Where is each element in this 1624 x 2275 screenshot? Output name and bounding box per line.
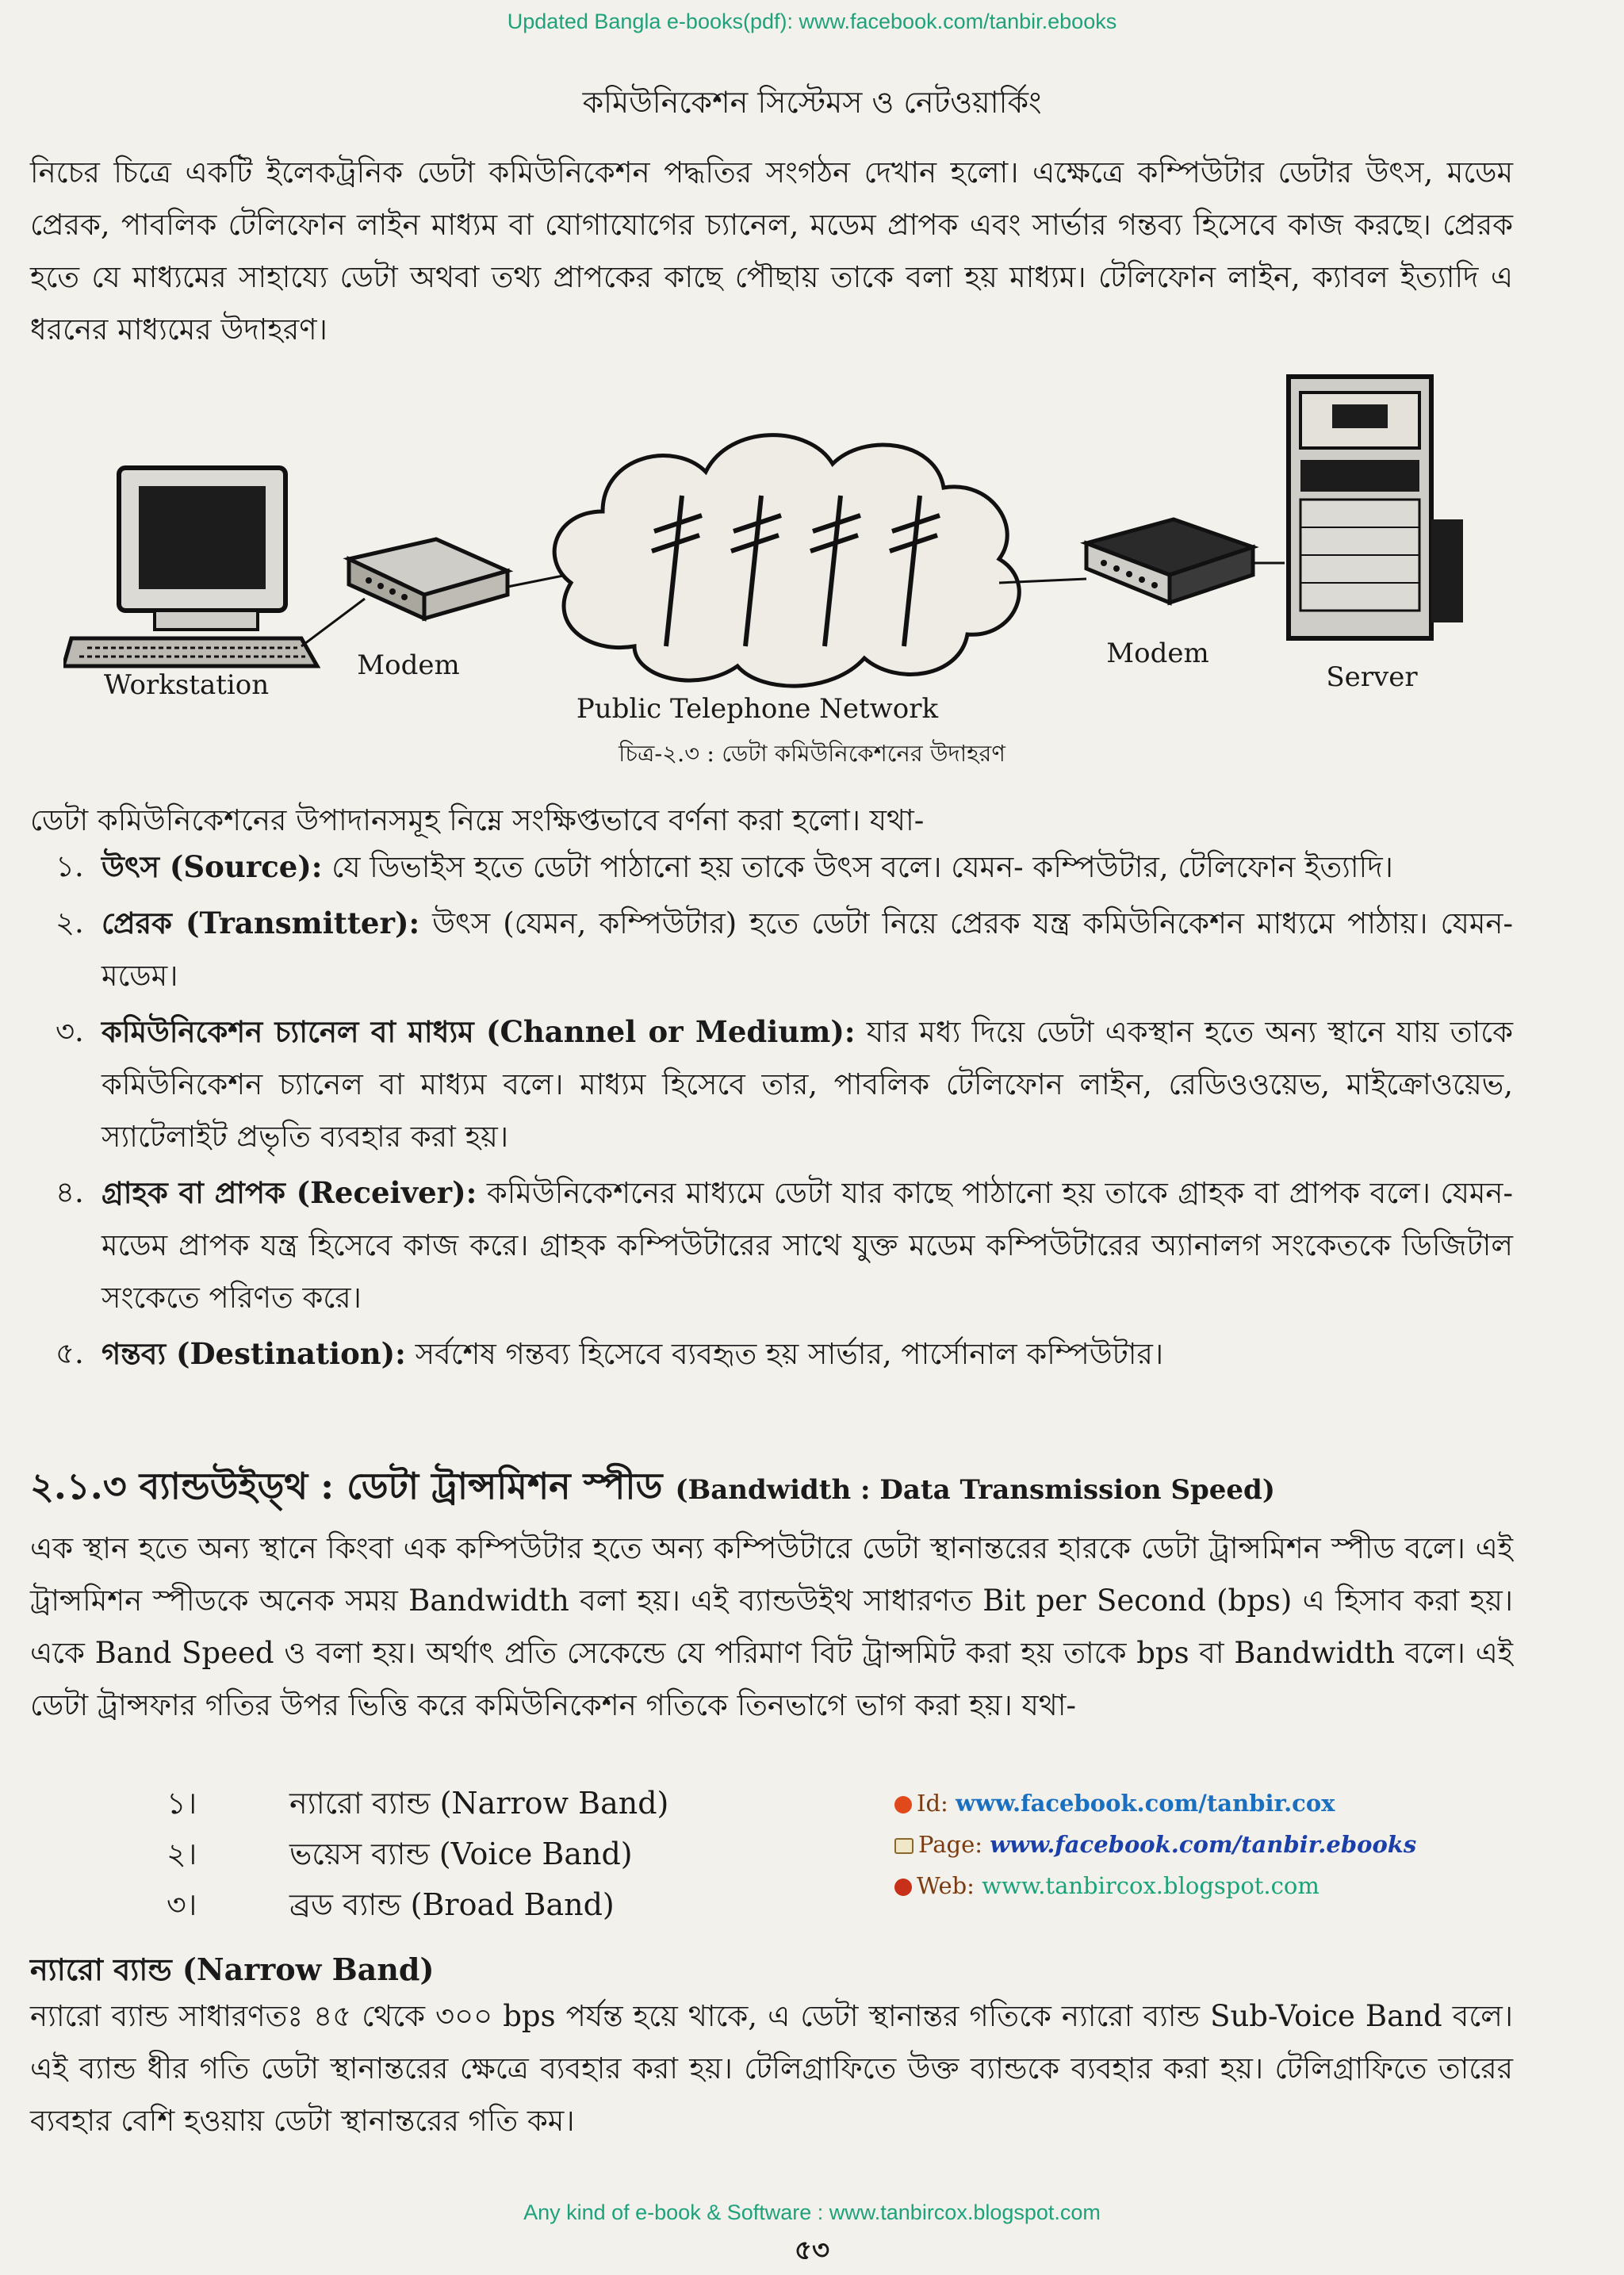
data-communication-diagram bbox=[63, 361, 1515, 741]
web-label: Web: bbox=[917, 1872, 975, 1899]
workstation-label: Workstation bbox=[103, 669, 270, 701]
web-link[interactable]: www.tanbircox.blogspot.com bbox=[982, 1872, 1320, 1899]
list-item-number: ২. bbox=[56, 906, 84, 940]
band-label: ভয়েস ব্যান্ড (Voice Band) bbox=[289, 1836, 633, 1871]
list-item bbox=[167, 1831, 722, 1882]
network-label: Public Telephone Network bbox=[576, 693, 939, 725]
figure-caption: চিত্র-২.৩ : ডেটা কমিউনিকেশনের উদাহরণ bbox=[619, 740, 1005, 767]
list-item bbox=[167, 1780, 722, 1831]
social-page-row bbox=[894, 1824, 1416, 1865]
server-icon bbox=[1289, 377, 1463, 638]
list-item bbox=[56, 841, 1513, 894]
list-item-number: ১. bbox=[56, 849, 84, 883]
section-heading-en: (Bandwidth : Data Transmission Speed) bbox=[675, 1474, 1275, 1506]
list-item bbox=[56, 1005, 1513, 1163]
list-item-number: ৫. bbox=[56, 1336, 84, 1370]
list-item-text: কমিউনিকেশনের মাধ্যমে ডেটা যার কাছে পাঠানো হয় তাকে গ্রাহক বা প্রাপক বলে। যেমন-মডেম প্রাপক যন্ত্র হিসেবে কাজ করে। গ্রাহক কম্পিউটারের সাথে যুক্ত মডেম কম্পিউটারের অ্যানালগ সংকেতকে ডিজিটাল সংকেতে পরিণত করে। bbox=[102, 1176, 1514, 1315]
components-intro: ডেটা কমিউনিকেশনের উপাদানসমূহ নিম্নে সংক্ষিপ্তভাবে বর্ণনা করা হলো। যথা- bbox=[30, 803, 925, 837]
section-heading bbox=[30, 1459, 1521, 1519]
components-list bbox=[56, 841, 1513, 1384]
social-web-row bbox=[894, 1865, 1416, 1906]
list-item bbox=[56, 1327, 1513, 1381]
band-list bbox=[167, 1780, 722, 1932]
band-label: ব্রড ব্যান্ড (Broad Band) bbox=[289, 1887, 615, 1922]
book-icon bbox=[894, 1838, 914, 1854]
page-number: ৫৩ bbox=[794, 2235, 830, 2266]
narrow-band-paragraph: ন্যারো ব্যান্ড সাধারণতঃ ৪৫ থেকে ৩০০ bps পর্যন্ত হয়ে থাকে, এ ডেটা স্থানান্তর গতিকে ন্যারো ব্যান্ড Sub-Voice Band বলে। এই ব্যান্ড ধীর গতি ডেটা স্থানান্তরের ক্ষেত্রে ব্যবহার করা হয়। টেলিগ্রাফিতে উক্ত ব্যান্ডকে ব্যবহার করা হয়। টেলিগ্রাফিতে তারের ব্যবহার বেশি হওয়ায় ডেটা স্থানান্তরের গতি কম। bbox=[30, 1999, 1513, 2138]
page-label: Page: bbox=[918, 1831, 982, 1858]
server-label: Server bbox=[1326, 661, 1418, 693]
user-icon bbox=[894, 1796, 912, 1813]
list-item-text: যার মধ্য দিয়ে ডেটা একস্থান হতে অন্য স্থানে যায় তাকে কমিউনিকেশন চ্যানেল বা মাধ্যম বলে। মাধ্যম হিসেবে তার, পাবলিক টেলিফোন লাইন, রেডিওওয়েভ, মাইক্রোওয়েভ, স্যাটেলাইট প্রভৃতি ব্যবহার করা হয়। bbox=[102, 1015, 1513, 1154]
list-item-text: সর্বশেষ গন্তব্য হিসেবে ব্যবহৃত হয় সার্ভার, পার্সোনাল কম্পিউটার। bbox=[405, 1337, 1164, 1371]
modem-right-icon bbox=[1086, 519, 1253, 603]
bottom-banner: Any kind of e-book & Software : www.tanbircox.blogspot.com bbox=[523, 2200, 1101, 2224]
intro-paragraph: নিচের চিত্রে একটি ইলেকট্রনিক ডেটা কমিউনিকেশন পদ্ধতির সংগঠন দেখান হলো। এক্ষেত্রে কম্পিউটার ডেটার উৎস, মডেম প্রেরক, পাবলিক টেলিফোন লাইন মাধ্যম বা যোগাযোগের চ্যানেল, মডেম প্রাপক এবং সার্ভার গন্তব্য হিসেবে কাজ করছে। প্রেরক হতে যে মাধ্যমের সাহায্যে ডেটা অথবা তথ্য প্রাপকের কাছে পৌছায় তাকে বলা হয় মাধ্যম। টেলিফোন লাইন, ক্যাবল ইত্যাদি এ ধরনের মাধ্যমের উদাহরণ। bbox=[30, 155, 1513, 347]
list-item-term: গন্তব্য (Destination): bbox=[102, 1336, 406, 1371]
social-id-row bbox=[894, 1783, 1416, 1824]
band-number: ৩। bbox=[167, 1887, 197, 1922]
band-label: ন্যারো ব্যান্ড (Narrow Band) bbox=[289, 1786, 669, 1821]
modem-left-icon bbox=[349, 539, 508, 619]
band-number: ২। bbox=[167, 1836, 197, 1871]
top-banner: Updated Bangla e-books(pdf): www.facebook.com/tanbir.ebooks bbox=[507, 10, 1117, 33]
cloud-icon bbox=[554, 435, 1019, 686]
list-item-term: কমিউনিকেশন চ্যানেল বা মাধ্যম (Channel or Medium): bbox=[102, 1014, 856, 1049]
band-number: ১। bbox=[167, 1786, 197, 1821]
list-item-number: ৪. bbox=[56, 1175, 84, 1209]
id-label: Id: bbox=[917, 1790, 948, 1817]
list-item-text: যে ডিভাইস হতে ডেটা পাঠানো হয় তাকে উৎস বলে। যেমন- কম্পিউটার, টেলিফোন ইত্যাদি। bbox=[322, 850, 1393, 884]
running-head: কমিউনিকেশন সিস্টেমস ও নেটওয়ার্কিং bbox=[582, 85, 1042, 120]
bandwidth-paragraph: এক স্থান হতে অন্য স্থানে কিংবা এক কম্পিউটার হতে অন্য কম্পিউটারে ডেটা স্থানান্তরের হারকে ডেটা ট্রান্সমিশন স্পীড বলে। এই ট্রান্সমিশন স্পীডকে অনেক সময় Bandwidth বলা হয়। এই ব্যান্ডউইথ সাধারণত Bit per Second (bps) এ হিসাব করা হয়। একে Band Speed ও বলা হয়। অর্থাৎ প্রতি সেকেন্ডে যে পরিমাণ বিট ট্রান্সমিট করা হয় তাকে bps বা Bandwidth বলে। এই ডেটা ট্রান্সফার গতির উপর ভিত্তি করে কমিউনিকেশন গতিকে তিনভাগে ভাগ করা হয়। যথা- bbox=[30, 1531, 1513, 1722]
social-links bbox=[894, 1783, 1416, 1906]
list-item bbox=[167, 1882, 722, 1932]
list-item-term: প্রেরক (Transmitter): bbox=[102, 906, 420, 940]
list-item-term: উৎস (Source): bbox=[102, 849, 323, 884]
globe-icon bbox=[894, 1879, 912, 1896]
modem-left-label: Modem bbox=[357, 649, 460, 681]
workstation-icon bbox=[63, 468, 317, 666]
page-link[interactable]: www.facebook.com/tanbir.ebooks bbox=[990, 1831, 1417, 1858]
list-item bbox=[56, 897, 1513, 1002]
modem-right-label: Modem bbox=[1106, 638, 1209, 669]
id-link[interactable]: www.facebook.com/tanbir.cox bbox=[956, 1790, 1335, 1817]
section-heading-bn: ২.১.৩ ব্যান্ডউইড্থ : ডেটা ট্রান্সমিশন স্পীড bbox=[30, 1465, 676, 1507]
narrow-band-heading: ন্যারো ব্যান্ড (Narrow Band) bbox=[30, 1951, 435, 1987]
list-item bbox=[56, 1166, 1513, 1324]
list-item-term: গ্রাহক বা প্রাপক (Receiver): bbox=[102, 1175, 477, 1210]
list-item-text: উৎস (যেমন, কম্পিউটার) হতে ডেটা নিয়ে প্রেরক যন্ত্র কমিউনিকেশন মাধ্যমে পাঠায়। যেমন- মডেম। bbox=[102, 906, 1513, 993]
list-item-number: ৩. bbox=[56, 1014, 84, 1048]
